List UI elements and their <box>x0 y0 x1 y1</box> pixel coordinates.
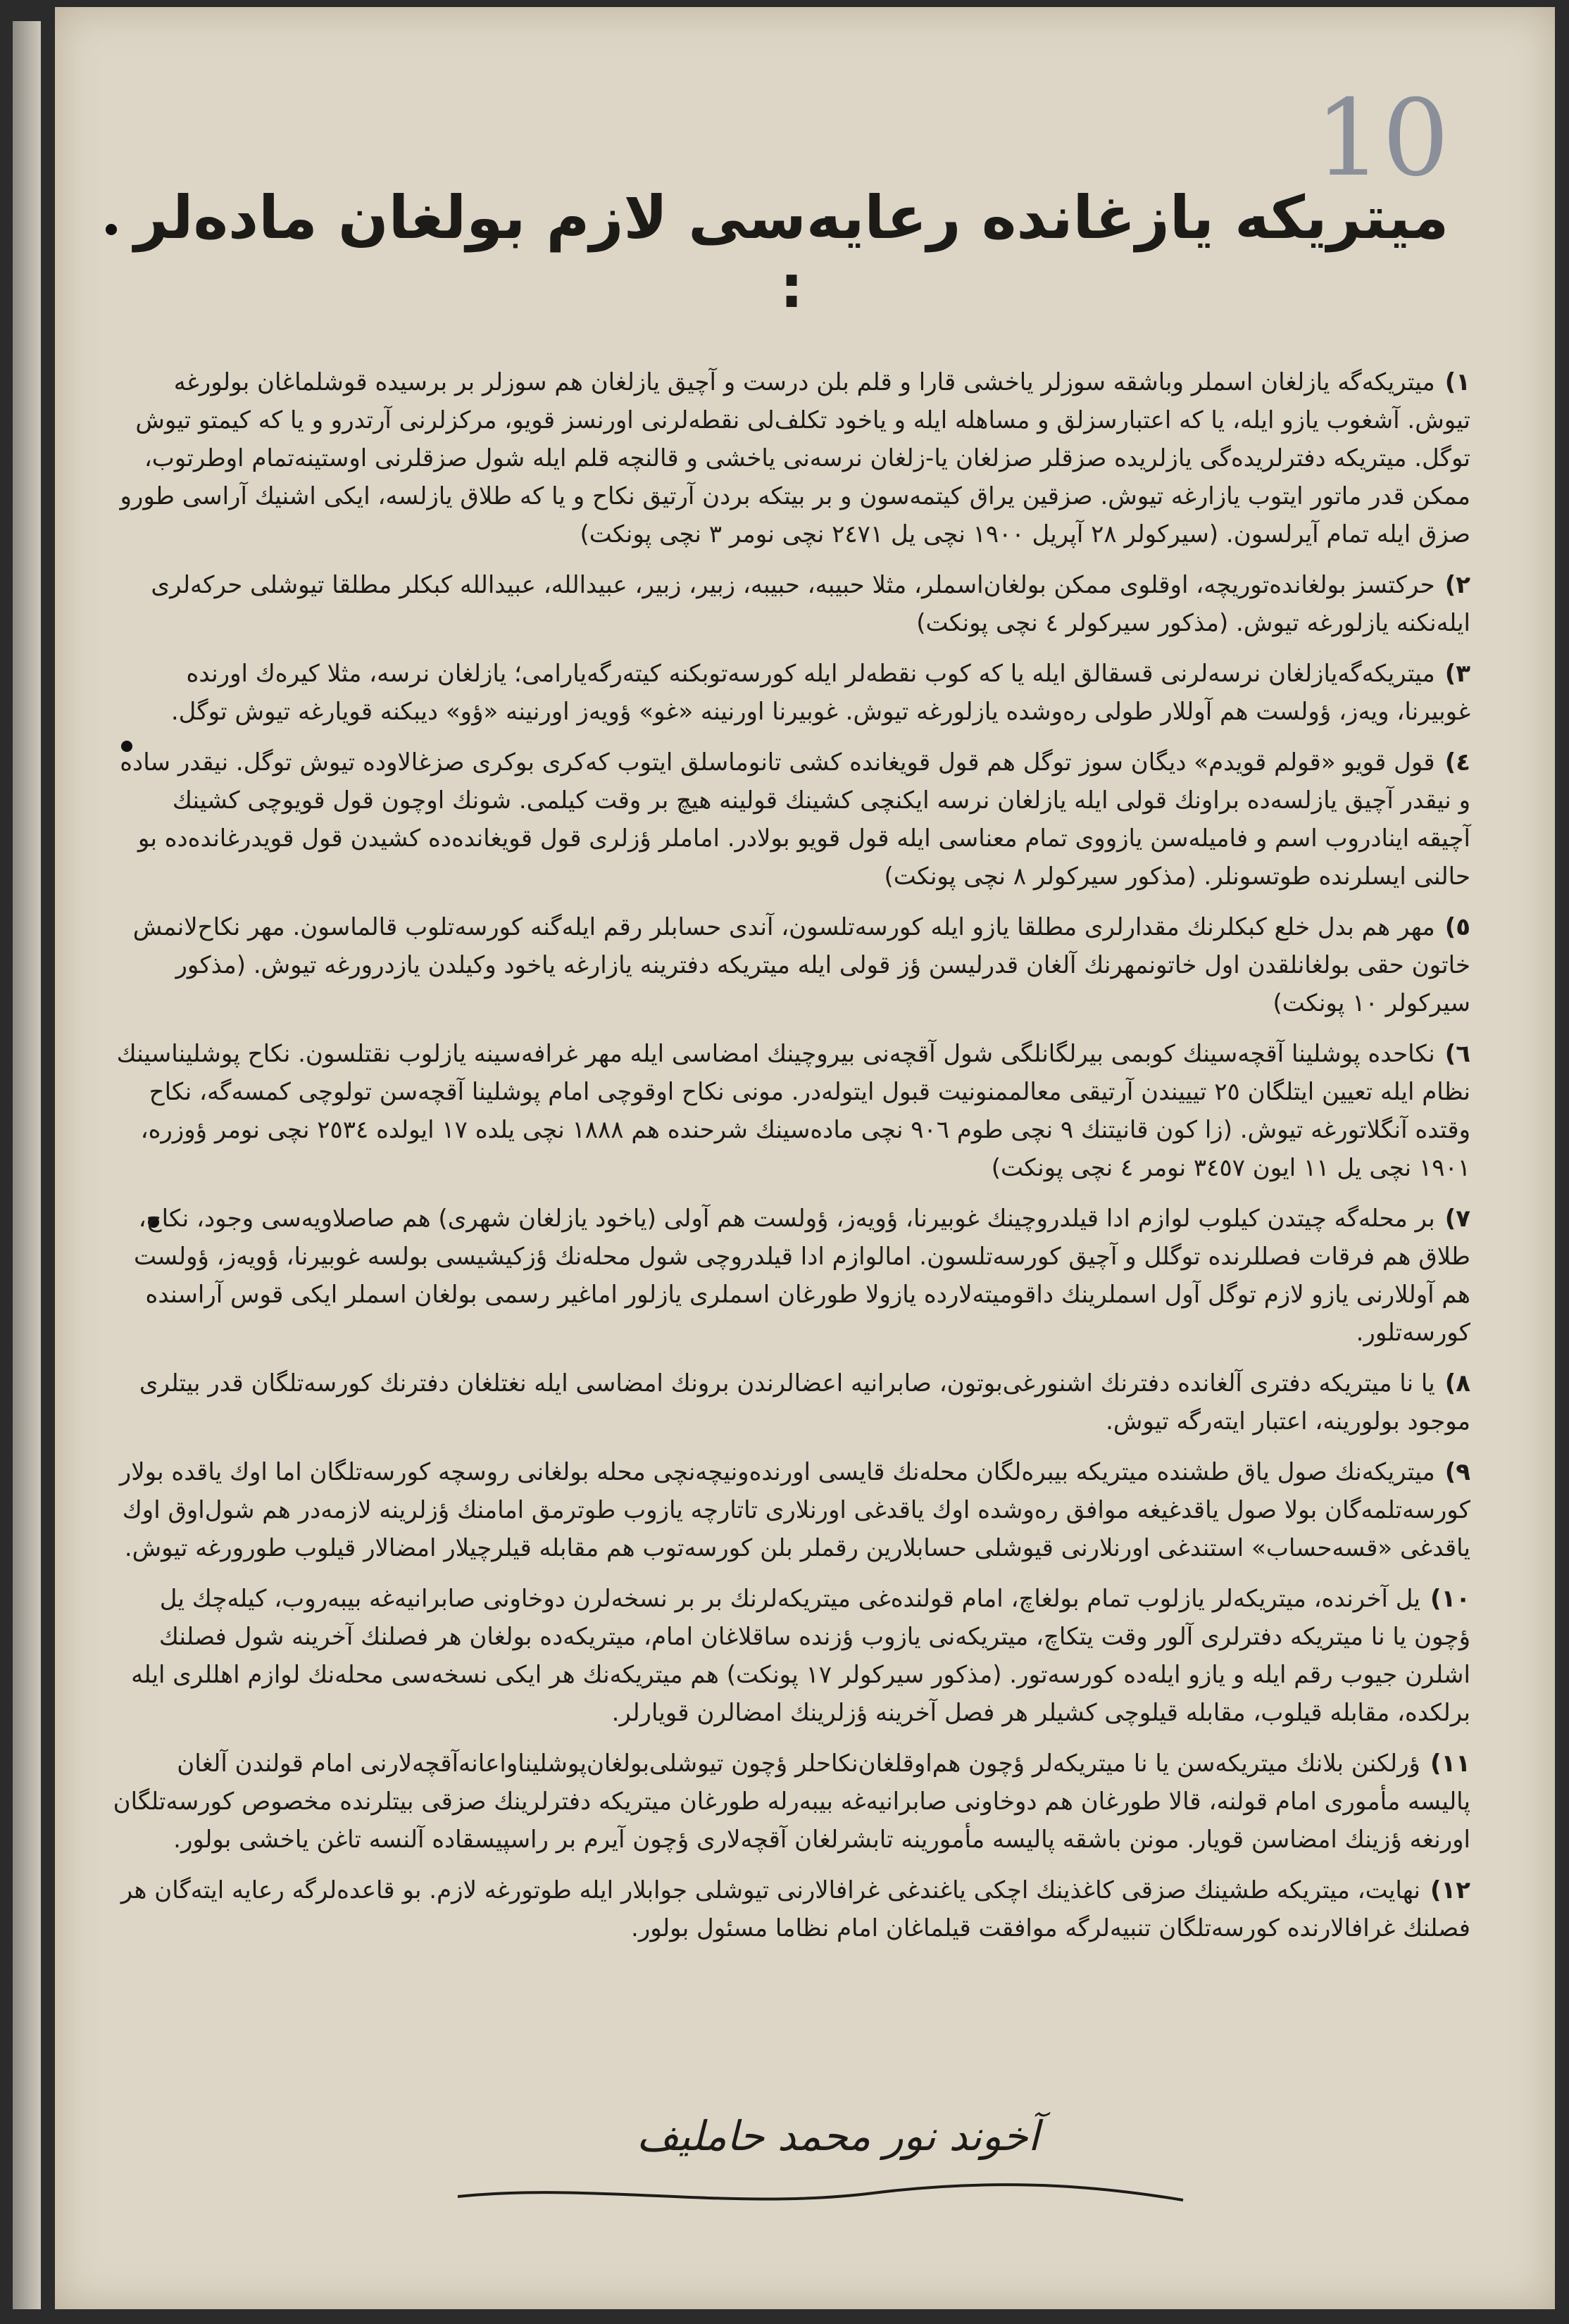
rule-item <box>113 655 1470 731</box>
rule-item <box>113 1745 1470 1859</box>
rule-number: ١٠) <box>1430 1585 1470 1613</box>
rule-number: ٤) <box>1444 748 1470 777</box>
signature: آخوند نور محمد حاملیف <box>637 2112 1039 2160</box>
rule-number: ١١) <box>1430 1750 1470 1778</box>
rule-item <box>113 1871 1470 1947</box>
rule-number: ٢) <box>1444 571 1470 599</box>
rule-item <box>113 1364 1470 1440</box>
rule-item <box>113 1453 1470 1567</box>
binding-spine <box>13 21 41 2309</box>
rule-text: قول قویو «قولم قویدم» دیگان سوز توگل هم قول قویغانده کشی تانوماسلق ایتوب که‌کری بوکری صزغالاوده تیوش توگل. نیقدر ساده و نیقدر آچیق یازلسه‌ده براونك قولی ایله یازلغان نرسه ایکنچی کشینك قولینه هیچ بر وقت کیلمی. شونك اوچون قول قویوچی کشینك آچیقه اینادروب اسم و فامیله‌سن یازووی تمام معناسی ایله قول قویو بولادر. اماملر ؤزلری قول قویغانده‌ده کشیدن قول قویدرغانده‌ده بو حالنی ایسلرنده طوتسونلر. (مذکور سیرکولر ٨ نچی پونکت) <box>120 748 1470 891</box>
rule-item <box>113 1035 1470 1187</box>
rule-item <box>113 743 1470 896</box>
document-body <box>113 169 1470 1960</box>
rule-text: یل آخرنده، میتریکه‌لر یازلوب تمام بولغاچ، امام قولنده‌غی میتریکه‌لرنك بر بر نسخه‌لرن دوخاونی صابرانیه‌غه بیبه‌روب، کیله‌چك یل ؤچون یا نا میتریکه دفترلری آلور وقت یتکاچ، میتریکه‌نی یازوب ؤزنده ساقلاغان امام، میتریکه‌ده بولغان هر فصلنك آخرینه شول فصلنك اشلرن جیوب رقم ایله و یازو ایله‌ده کورسه‌تور. (مذکور سیرکولر ١٧ پونکت) هم میتریکه‌نك هر ایکی نسخه‌سی محله‌نك لوازم اهللری ایله برلکده، مقابله قیلوب، مقابله قیلوچی کشیلر هر فصل آخرینه ؤزلرینك امضالرن قویارلر. <box>131 1585 1470 1727</box>
document-title: میتریکه یازغانده رعایه‌سی لازم بولغان ماده‌لر : <box>134 183 1449 321</box>
rule-number: ٣) <box>1444 660 1470 688</box>
rule-item <box>113 1200 1470 1352</box>
rule-text: میتریکه‌نك صول یاق طشنده میتریکه بیبره‌لگان محله‌نك قایسی اورنده‌ونیچه‌نچی محله بولغانی روسچه کورسه‌تلگان اما اوك یاقده بولار کورسه‌تلمه‌گان بولا صول یاقدغیغه موافق ره‌وشده اوك یاقدغی اورنلاری تاتارچه یازوب طوترمق امامنك ؤزلرینه لازمه‌در هم شول‌اوق اوك یاقدغی «قسه‌حساب» استندغی اورنلارنی قیوشلی حسابلارین رقملر بلن کورسه‌توب هم مقابله قیلرچیلار امضالار قیلوب طورورغه تیوش. <box>119 1458 1470 1562</box>
rule-text: بر محله‌گه چیتدن کیلوب لوازم ادا قیلدروچینك غوبیرنا، ؤویه‌ز، ؤولست هم آولی (یاخود یازلغان شهری) هم صاصلاویه‌سی وجود، نکاح، طلاق هم فرقات فصللرنده توگلل و آچیق کورسه‌تلسون. امالوازم ادا قیلدروچی شول محله‌نك ؤزکیشیسی بولسه غوبیرنا، ؤویه‌ز، ؤولست هم آوللارنی یازو لازم توگل آول اسملرینك داقومیته‌لارده یازولا طورغان اسملری یازلور اماغیر رسمی بولغان اسملر ایکی قوس آراسنده کورسه‌تلور. <box>134 1205 1470 1347</box>
rules-list <box>113 363 1470 1947</box>
rule-text: یا نا میتریکه دفتری آلغانده دفترنك اشنورغی‌بوتون، صابرانیه اعضالرندن برونك امضاسی ایله نغتلغان دفترنك کورسه‌تلگان قدر بیتلری موجود بولورینه، اعتبار ایته‌رگه تیوش. <box>139 1369 1470 1436</box>
rule-text: نکاحده پوشلینا آقچه‌سینك کوبمی بیرلگانلگی شول آقچه‌نی بیروچینك امضاسی ایله مهر غرافه‌سینه یازلوب نقتلسون. نکاح پوشلیناسینك نظام ایله تعیین ایتلگان ٢٥ تیییندن آرتیقی معالممنونیت قبول ایتوله‌در. مونی نکاح اوقوچی امام پوشلینا آقچه‌سن تولوچی کمسه‌گه، نکاح وقتده آنگلاتورغه تیوش. (زا کون قانیتنك ٩ نچی طوم ٩٠٦ نچی ماده‌سینك شرحنده هم ١٨٨٨ نچی یلده ١٧ ایولده ٢٥٣٤ نچی نومر ؤوزره، ١٩٠١ نچی یل ١١ ایون ٣٤٥٧ نومر ٤ نچی پونکت) <box>116 1040 1470 1182</box>
page-number: 10 <box>1315 77 1449 200</box>
rule-text: ؤرلکنن بلانك میتریکه‌سن یا نا میتریکه‌لر ؤچون هم‌اوقلغان‌نکاحلر ؤچون تیوشلی‌بولغان‌پوشلینا‌واعانه‌آقچه‌لارنی امام قولندن آلغان پالیسه مأموری امام قولنه، قالا طورغان هم دوخاونی صابرانیه‌غه بیبه‌رله طورغان میتریکه دفترلرینك صزقی بیتلرنده مخصوص کورسه‌تلگان اورنغه ؤزینك امضاسن قویار. مونن باشقه پالیسه مأمورینه تابشرلغان آقچه‌لاری ؤچون آیرم بر راسپیسقاده آلنسه تاغن یاخشی بولور. <box>113 1750 1470 1854</box>
rule-text: مهر هم بدل خلع کبکلرنك مقدارلری مطلقا یازو ایله کورسه‌تلسون، آندی حسابلر رقم ایله‌گنه کورسه‌تلوب قالماسون. مهر نکاح‌لانمش خاتون حقی بولغانلقدن اول خاتونمهرنك آلغان قدرلیسن ؤز قولی ایله میتریکه دفترینه یازارغه یاخود وکیلدن یازدرورغه تیوش. (مذکور سیرکولر ١٠ پونکت) <box>132 913 1470 1017</box>
rule-item <box>113 363 1470 553</box>
rule-number: ١٢) <box>1430 1876 1470 1904</box>
rule-number: ٥) <box>1444 913 1470 941</box>
rule-text: نهایت، میتریکه طشینك صزقی کاغذینك اچکی یاغندغی غرافالارنی تیوشلی جوابلار ایله طوتورغه لازم. بو قاعده‌لرگه رعایه ایته‌گان هر فصلنك غرافالارنده کورسه‌تلگان تنبیه‌لرگه موافقت قیلماغان امام نظاما مسئول بولور. <box>120 1876 1470 1942</box>
rule-text: حرکتسز بولغانده‌توریچه، اوقلوی ممکن بولغان‌اسملر، مثلا حبیبه، حبیبه، زبیر، زبیر، عبیدالله، عبیدالله کبکلر مطلقا تیوشلی حرکه‌لری ایله‌نکنه یازلورغه تیوش. (مذکور سیرکولر ٤ نچی پونکت) <box>151 571 1470 637</box>
rule-number: ١) <box>1444 368 1470 396</box>
rule-number: ٩) <box>1444 1458 1470 1486</box>
rule-text: میتریکه‌گه‌یازلغان نرسه‌لرنی قسقالق ایله یا که کوب نقطه‌لر ایله کورسه‌توبکنه کیته‌رگه‌یارامی؛ یازلغان نرسه، مثلا کیره‌ك اورنده غوبیرنا، ویه‌ز، ؤولست هم آوللار طولی ره‌وشده یازلورغه تیوش. غوبیرنا اورنینه «غو» ؤویه‌ز اورنینه «ؤو» دیبکنه قویارغه تیوش توگل. <box>170 660 1470 726</box>
rule-text: میتریکه‌گه یازلغان اسملر وباشقه سوزلر یاخشی قارا و قلم بلن درست و آچیق یازلغان هم سوزلر بر برسیده قوشلماغان بولورغه تیوش. آشغوب یازو ایله، یا که اعتبارسزلق و مساهله ایله و یاخود تکلف‌لی نقطه‌لرنی اورنسز قویو، مرکزلرنی آرتدرو و یا که کیمتو تیوش توگل. میتریکه دفترلریده‌گی یازلریده صزقلر صزلغان یا-زلغان نرسه‌نی یاخشی و قالنچه قلم ایله شول صزقلرنی اوستینه‌تمام اوطرتوب، ممکن قدر ماتور ایتوب یازارغه تیوش. صزقین یراق کیتمه‌سون و بر بیتکه بردن آرتیق نکاح و یا که طلاق یازلسه، ایکی اشنیك آراسی طورو صزق ایله تمام آیرلسون. (سیرکولر ٢٨ آپریل ١٩٠٠ نچی یل ٢٤٧١ نچی نومر ٣ نچی پونکت) <box>120 368 1470 548</box>
rule-number: ٧) <box>1444 1205 1470 1233</box>
rule-item <box>113 566 1470 642</box>
rule-number: ٨) <box>1444 1369 1470 1397</box>
rule-item <box>113 908 1470 1022</box>
rule-item <box>113 1580 1470 1732</box>
signature-flourish <box>451 2168 1190 2218</box>
rule-number: ٦) <box>1444 1040 1470 1068</box>
